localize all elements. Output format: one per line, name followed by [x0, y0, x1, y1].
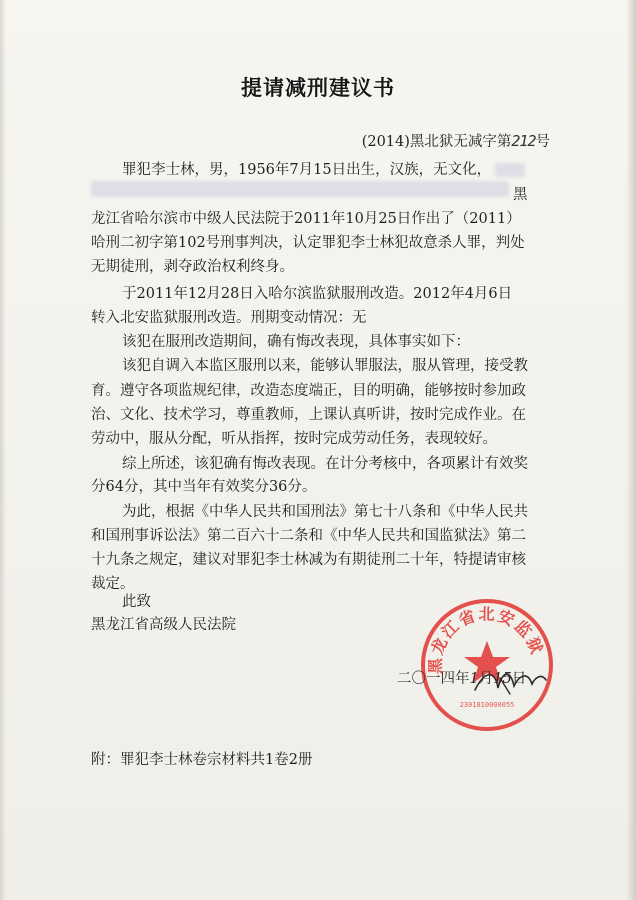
date-day-suffix: 日: [511, 671, 527, 687]
body-line-4: 哈刑二初字第102号刑事判决，认定罪犯李士林犯故意杀人罪，判处: [91, 235, 525, 251]
page-edge-left: [0, 0, 6, 900]
body-line-14: 分64分，其中当年有效奖分36分。: [91, 479, 317, 495]
attachment-note: 附：罪犯李士林卷宗材料共1卷2册: [91, 752, 313, 768]
body-line-1: [122, 158, 525, 179]
body-line-11: 治、文化、技术学习，尊重教师，上课认真听讲，按时完成作业。在: [91, 407, 526, 423]
document-number: [362, 130, 550, 151]
document-title: 提请减刑建议书: [241, 76, 395, 100]
body-line-18: 裁定。: [91, 576, 135, 592]
body-line-10: 育。遵守各项监规纪律，改造态度端正，目的明确，能够按时参加政: [91, 383, 526, 399]
document-number-suffix: 号: [535, 134, 550, 150]
date-month-handwritten: 1: [469, 671, 479, 687]
body-line-8: 该犯在服刑改造期间，确有悔改表现，具体事实如下：: [122, 334, 470, 350]
body-line-3: 龙江省哈尔滨市中级人民法院于2011年10月25日作出了（2011）: [91, 211, 521, 227]
document-number-prefix: (2014)黑北狱无减字第: [361, 134, 512, 150]
redacted-block: [91, 181, 509, 197]
seal-text: 黑龙江省北安监狱: [425, 604, 547, 675]
page-edge-right: [626, 0, 636, 900]
body-line-17: 十九条之规定，建议对罪犯李士林减为有期徒刑二十年，特提请审核: [91, 552, 526, 568]
redacted-block: [495, 163, 525, 177]
recipient-court: 黑龙江省高级人民法院: [91, 617, 236, 633]
seal-number: 2301810000055: [459, 701, 515, 709]
date-day-handwritten: 15: [493, 671, 512, 687]
body-line-9: 该犯自调入本监区服刑以来，能够认罪服法，服从管理，接受教: [122, 358, 528, 374]
body-line-12: 劳动中，服从分配，听从指挥，按时完成劳动任务，表现较好。: [91, 431, 497, 447]
date-year: 二〇一四年: [397, 671, 470, 687]
body-line-2: 黑: [513, 187, 528, 203]
body-line-6: 于2011年12月28日入哈尔滨监狱服刑改造。2012年4月6日: [122, 286, 513, 302]
closing-greeting: 此致: [122, 594, 151, 610]
body-line-13: 综上所述，该犯确有悔改表现。在计分考核中，各项累计有效奖: [122, 456, 528, 472]
document-number-handwritten: 212: [511, 132, 536, 150]
body-line-5: 无期徒刑，剥夺政治权利终身。: [91, 259, 294, 275]
body-line-16: 和国刑事诉讼法》第二百六十二条和《中华人民共和国监狱法》第二: [91, 528, 526, 544]
body-line-15: 为此，根据《中华人民共和国刑法》第七十八条和《中华人民共: [122, 504, 528, 520]
body-line-7: 转入北安监狱服刑改造。刑期变动情况：无: [91, 310, 367, 326]
body-line-1-text: 罪犯李士林，男，1956年7月15日出生，汉族，无文化，: [122, 162, 492, 178]
handwritten-signature: [470, 660, 550, 700]
date-month-suffix: 月: [478, 671, 494, 687]
